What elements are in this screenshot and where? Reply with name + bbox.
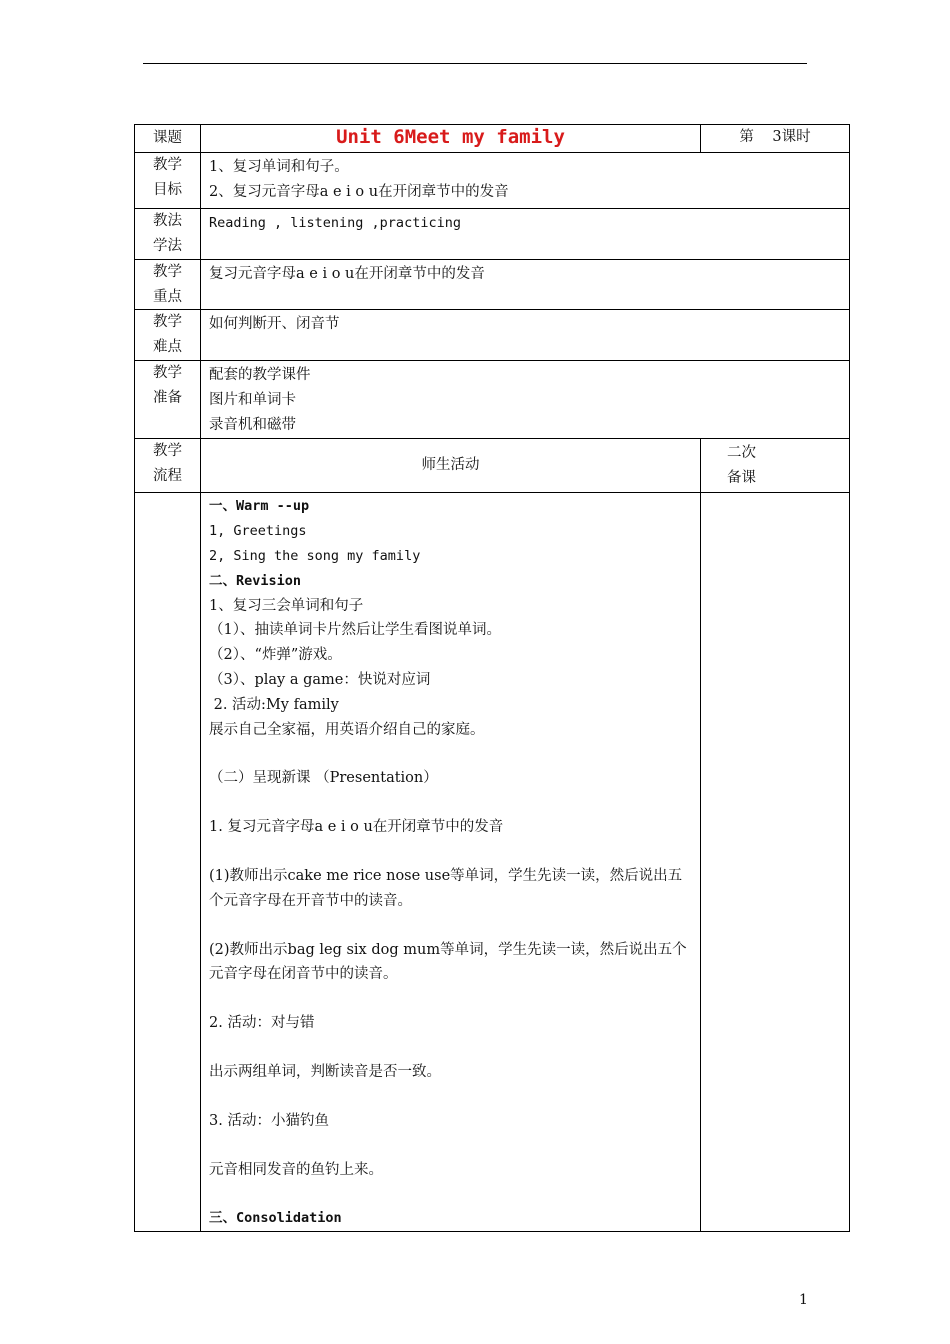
preparation-content xyxy=(201,361,850,438)
process-label xyxy=(135,438,201,493)
methods-label-line2: 学法 xyxy=(153,237,182,254)
presentation-step: (2)教师出示bag leg six dog mum等单词，学生先读一读，然后说出五个元音字母在闭音节中的读音。 xyxy=(209,941,687,983)
spacer xyxy=(209,742,692,766)
process-label-line1: 教学 xyxy=(153,442,182,459)
difficulties-label xyxy=(135,310,201,361)
objective-item: 2、复习元音字母a e i o u在开闭章节中的发音 xyxy=(209,183,509,200)
objective-item: 1、复习单词和句子。 xyxy=(209,158,349,175)
revision-heading: 二、Revision xyxy=(209,572,302,589)
second-prep-header xyxy=(701,438,850,493)
process-body-label xyxy=(135,493,201,1232)
spacer xyxy=(209,914,692,938)
methods-row xyxy=(135,208,850,259)
preparation-label xyxy=(135,361,201,438)
spacer xyxy=(209,987,692,1011)
unit-title: Unit 6Meet my family xyxy=(336,126,565,148)
spacer xyxy=(209,840,692,864)
warm-up-item: 2, Sing the song my family xyxy=(209,547,421,564)
preparation-row xyxy=(135,361,850,438)
methods-label xyxy=(135,208,201,259)
revision-item: 2. 活动:My family xyxy=(209,696,339,713)
difficulties-row xyxy=(135,310,850,361)
process-body-row xyxy=(135,493,850,1232)
revision-item: 展示自己全家福，用英语介绍自己的家庭。 xyxy=(209,721,485,738)
consolidation-heading: 三、Consolidation xyxy=(209,1210,342,1227)
key-points-label-line1: 教学 xyxy=(153,263,182,280)
presentation-heading: （二）呈现新课 （Presentation） xyxy=(209,770,438,787)
process-label-line2: 流程 xyxy=(153,467,182,484)
activities-content xyxy=(201,493,701,1232)
revision-item: （3）、play a game：快说对应词 xyxy=(209,671,431,688)
revision-item: （2）、“炸弹”游戏。 xyxy=(209,647,342,664)
spacer xyxy=(209,1134,692,1158)
key-points-label-line2: 重点 xyxy=(153,288,182,305)
objectives-row xyxy=(135,152,850,208)
title-label: 课题 xyxy=(135,125,201,153)
methods-text: Reading , listening ,practicing xyxy=(209,214,461,231)
title-row xyxy=(135,125,850,153)
second-prep-line2: 备课 xyxy=(727,469,756,486)
warm-up-heading: 一、Warm --up xyxy=(209,498,310,515)
key-points-content xyxy=(201,259,850,310)
activity-title: 2. 活动：对与错 xyxy=(209,1015,315,1032)
objectives-label-line2: 目标 xyxy=(153,181,182,198)
activity-description: 出示两组单词，判断读音是否一致。 xyxy=(209,1063,441,1080)
difficulties-text: 如何判断开、闭音节 xyxy=(209,316,340,333)
key-points-label xyxy=(135,259,201,310)
unit-title-cell xyxy=(201,125,701,153)
presentation-step: (1)教师出示cake me rice nose use等单词，学生先读一读，然后说出五个元音字母在开音节中的读音。 xyxy=(209,867,683,909)
spacer xyxy=(209,1182,692,1206)
lesson-plan-table xyxy=(134,124,850,1232)
revision-item: （1）、抽读单词卡片然后让学生看图说单词。 xyxy=(209,622,501,639)
second-prep-line1: 二次 xyxy=(727,444,756,461)
key-points-text: 复习元音字母a e i o u在开闭章节中的发音 xyxy=(209,265,485,282)
objectives-content xyxy=(201,152,850,208)
spacer xyxy=(209,1085,692,1109)
lesson-number xyxy=(701,125,850,153)
revision-item: 1、复习三会单词和句子 xyxy=(209,597,364,614)
objectives-label xyxy=(135,152,201,208)
difficulties-label-line1: 教学 xyxy=(153,314,182,331)
page-number: 1 xyxy=(799,1292,808,1308)
preparation-item: 配套的教学课件 xyxy=(209,367,311,384)
activities-header: 师生活动 xyxy=(201,438,701,493)
preparation-label-line2: 准备 xyxy=(153,390,182,407)
methods-content xyxy=(201,208,850,259)
preparation-item: 图片和单词卡 xyxy=(209,392,296,409)
header-rule xyxy=(143,63,807,64)
difficulties-label-line2: 难点 xyxy=(153,339,182,356)
warm-up-item: 1, Greetings xyxy=(209,523,307,540)
methods-label-line1: 教法 xyxy=(153,212,182,229)
key-points-row xyxy=(135,259,850,310)
preparation-item: 录音机和磁带 xyxy=(209,416,296,433)
spacer xyxy=(209,1036,692,1060)
process-header-row xyxy=(135,438,850,493)
spacer xyxy=(209,791,692,815)
activity-title: 3. 活动：小猫钓鱼 xyxy=(209,1112,329,1129)
activity-description: 元音相同发音的鱼钓上来。 xyxy=(209,1161,383,1178)
objectives-label-line1: 教学 xyxy=(153,156,182,173)
second-prep-notes xyxy=(701,493,850,1232)
presentation-point: 1. 复习元音字母a e i o u在开闭章节中的发音 xyxy=(209,819,504,836)
difficulties-content xyxy=(201,310,850,361)
lesson-number-text: 第 3课时 xyxy=(739,129,811,145)
preparation-label-line1: 教学 xyxy=(153,365,182,382)
